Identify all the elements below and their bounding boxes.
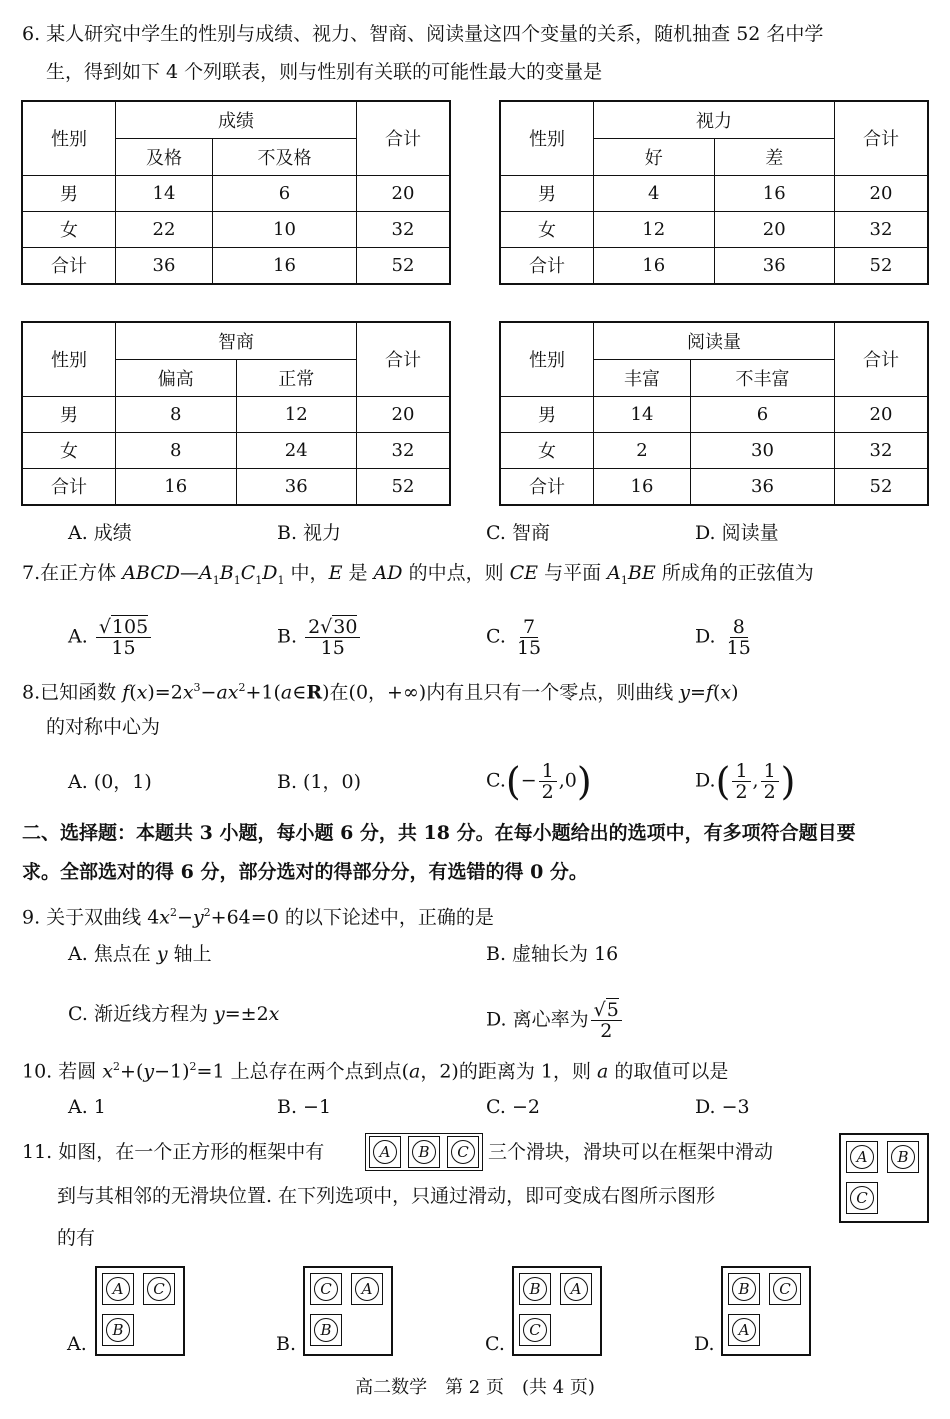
header-cat1: 好 [594, 138, 715, 175]
target-tile-c [846, 1182, 878, 1214]
q11-option-c-label[interactable]: C. [485, 1333, 505, 1355]
header-cat1: 及格 [116, 138, 213, 175]
q8-option-d[interactable]: D.( $\frac{1}{2}$ , $\frac{1}{2}$ ) [695, 759, 796, 804]
table-row [22, 211, 450, 247]
contingency-table-grades [21, 100, 451, 285]
header-gender: 性别 [22, 101, 116, 175]
cell: 合计 [22, 247, 116, 284]
cell: 10 [212, 211, 356, 247]
tile-a-icon: A [106, 1277, 130, 1301]
slider-b-icon: B [412, 1140, 436, 1164]
option-d-tile-1 [728, 1273, 760, 1305]
q9-option-c[interactable]: C. 渐近线方程为 y=±2x [68, 1003, 280, 1025]
cell: 合计 [500, 247, 594, 284]
q10-option-c[interactable]: C. −2 [486, 1096, 540, 1118]
option-b-tile-1 [310, 1273, 342, 1305]
header-total: 合计 [357, 322, 451, 396]
q8-option-a[interactable]: A. (0，1) [68, 771, 152, 793]
table-row [500, 247, 928, 284]
header-cat2: 不及格 [212, 138, 356, 175]
cell: 14 [116, 175, 213, 211]
cell: 32 [835, 432, 929, 468]
tile-b-icon: B [106, 1318, 130, 1342]
header-gender: 性别 [22, 322, 116, 396]
table-row [22, 468, 450, 505]
contingency-table-vision [499, 100, 929, 285]
cell: 22 [116, 211, 213, 247]
cell: 20 [835, 175, 929, 211]
tile-a-icon: A [564, 1277, 588, 1301]
header-variable: 成绩 [116, 101, 357, 138]
header-gender: 性别 [500, 101, 594, 175]
tile-c-icon: C [314, 1277, 338, 1301]
option-d-tile-3 [728, 1314, 760, 1346]
target-tile-a [846, 1141, 878, 1173]
cell: 16 [594, 468, 691, 505]
q6-stem-line2: 生，得到如下 4 个列联表，则与性别有关联的可能性最大的变量是 [46, 61, 603, 83]
cell: 16 [594, 247, 715, 284]
cell: 男 [22, 396, 116, 432]
q6-stem-line1: 6. 某人研究中学生的性别与成绩、视力、智商、阅读量这四个变量的关系，随机抽查 52 名中学 [22, 23, 824, 45]
tile-c-icon: C [523, 1318, 547, 1342]
section2-line2: 求。全部选对的得 6 分，部分选对的得部分分，有选错的得 0 分。 [22, 861, 588, 883]
cell: 8 [116, 432, 237, 468]
option-b-tile-3 [310, 1314, 342, 1346]
q8-stem-line1: 8.已知函数 $f(x)=2x^3-ax^2+1(a\in R)$在(0，+∞)内有且只有一个零点，则曲线 y=f(x) [22, 681, 739, 704]
cell: 36 [714, 247, 835, 284]
cell: 20 [714, 211, 835, 247]
q7-option-d[interactable]: D. $\frac{8}{15}$ [695, 616, 751, 659]
cell: 4 [594, 175, 715, 211]
cell: 女 [22, 432, 116, 468]
option-a-tile-2 [143, 1273, 175, 1305]
q7-option-b[interactable]: B. $\frac{2√30}{15}$ [277, 617, 362, 658]
cell: 16 [714, 175, 835, 211]
cell: 36 [236, 468, 357, 505]
cell: 36 [116, 247, 213, 284]
q6-option-d[interactable]: D. 阅读量 [695, 522, 779, 544]
q10-option-b[interactable]: B. −1 [277, 1096, 332, 1118]
header-total: 合计 [835, 322, 929, 396]
q11-stem-line1b: 三个滑块，滑块可以在框架中滑动 [488, 1141, 774, 1163]
option-b-tile-2 [351, 1273, 383, 1305]
q11-option-a-label[interactable]: A. [67, 1333, 87, 1355]
q7-stem: 7.在正方体 $ABCD—A_1B_1C_1D_1$ 中，E 是 AD 的中点，则 CE 与平面 $A_1BE$ 所成角的正弦值为 [22, 562, 814, 587]
tile-b-icon: B [314, 1318, 338, 1342]
tile-b-icon: B [732, 1277, 756, 1301]
cell: 20 [835, 396, 929, 432]
table-row [22, 247, 450, 284]
slider-a-icon: A [373, 1140, 397, 1164]
q8-stem-line2: 的对称中心为 [46, 716, 161, 738]
cell: 52 [835, 247, 929, 284]
header-cat2: 差 [714, 138, 835, 175]
tile-a-icon: A [355, 1277, 379, 1301]
option-a-tile-3 [102, 1314, 134, 1346]
q7-option-c[interactable]: C. $\frac{7}{15}$ [486, 616, 542, 659]
cell: 8 [116, 396, 237, 432]
option-c-tile-1 [519, 1273, 551, 1305]
header-total: 合计 [357, 101, 451, 175]
tile-a-icon: A [850, 1145, 874, 1169]
tile-c-icon: C [773, 1277, 797, 1301]
cell: 24 [236, 432, 357, 468]
q8-option-b[interactable]: B. (1，0) [277, 771, 362, 793]
header-variable: 智商 [116, 322, 357, 359]
cell: 女 [22, 211, 116, 247]
cell: 14 [594, 396, 691, 432]
slider-a-tile [369, 1136, 401, 1168]
cell: 女 [500, 432, 594, 468]
section2-line1: 二、选择题：本题共 3 小题，每小题 6 分，共 18 分。在每小题给出的选项中，有多项符合题目要 [22, 822, 856, 844]
cell: 36 [690, 468, 834, 505]
tile-c-icon: C [850, 1186, 874, 1210]
cell: 男 [500, 175, 594, 211]
option-c-tile-3 [519, 1314, 551, 1346]
table-row [500, 175, 928, 211]
q11-option-d-label[interactable]: D. [694, 1333, 715, 1355]
cell: 6 [690, 396, 834, 432]
cell: 32 [357, 432, 451, 468]
slider-c-icon: C [451, 1140, 475, 1164]
cell: 20 [357, 396, 451, 432]
header-cat1: 偏高 [116, 359, 237, 396]
tile-c-icon: C [147, 1277, 171, 1301]
cell: 合计 [22, 468, 116, 505]
table-row [500, 396, 928, 432]
option-c-tile-2 [560, 1273, 592, 1305]
q9-option-b[interactable]: B. 虚轴长为 16 [486, 943, 619, 965]
q8-option-c[interactable]: C.(− $\frac{1}{2}$ ,0) [486, 759, 592, 804]
cell: 女 [500, 211, 594, 247]
table-row [500, 468, 928, 505]
q6-option-a[interactable]: A. 成绩 [68, 522, 132, 544]
table-row [500, 432, 928, 468]
tile-b-icon: B [523, 1277, 547, 1301]
table-row [500, 211, 928, 247]
header-total: 合计 [835, 101, 929, 175]
cell: 52 [357, 468, 451, 505]
cell: 6 [212, 175, 356, 211]
q10-option-d[interactable]: D. −3 [695, 1096, 750, 1118]
cell: 20 [357, 175, 451, 211]
table-row [22, 175, 450, 211]
q10-stem: 10. 若圆 $x^2+(y-1)^2=1$ 上总存在两个点到点(a，2)的距离为 1，则 a 的取值可以是 [22, 1060, 729, 1083]
q7-option-a[interactable]: A. $\frac{√105}{15}$ [68, 617, 153, 658]
cell: 男 [22, 175, 116, 211]
table-row [22, 396, 450, 432]
cell: 30 [690, 432, 834, 468]
option-d-tile-2 [769, 1273, 801, 1305]
q11-option-b-label[interactable]: B. [276, 1333, 297, 1355]
cell: 2 [594, 432, 691, 468]
slider-b-tile [408, 1136, 440, 1168]
header-cat2: 正常 [236, 359, 357, 396]
q11-stem-line1: 11. 如图，在一个正方形的框架中有 [22, 1141, 325, 1163]
tile-a-icon: A [732, 1318, 756, 1342]
q9-option-d[interactable]: D. 离心率为 $\frac{√5}{2}$ [486, 1000, 624, 1041]
cell: 16 [212, 247, 356, 284]
cell: 52 [835, 468, 929, 505]
cell: 32 [357, 211, 451, 247]
cell: 男 [500, 396, 594, 432]
page-footer: 高二数学 第 2 页 (共 4 页) [355, 1377, 595, 1398]
q10-option-a[interactable]: A. 1 [68, 1096, 106, 1118]
q6-option-c[interactable]: C. 智商 [486, 522, 550, 544]
cell: 合计 [500, 468, 594, 505]
cell: 12 [236, 396, 357, 432]
header-cat1: 丰富 [594, 359, 691, 396]
target-tile-b [887, 1141, 919, 1173]
option-a-tile-1 [102, 1273, 134, 1305]
q9-stem: 9. 关于双曲线 $4x^2-y^2+64=0$ 的以下论述中，正确的是 [22, 906, 494, 929]
cell: 16 [116, 468, 237, 505]
tile-b-icon: B [891, 1145, 915, 1169]
cell: 12 [594, 211, 715, 247]
header-gender: 性别 [500, 322, 594, 396]
cell: 32 [835, 211, 929, 247]
q9-option-a[interactable]: A. 焦点在 y 轴上 [68, 943, 212, 965]
cell: 52 [357, 247, 451, 284]
q11-stem-line3: 的有 [57, 1227, 96, 1249]
header-cat2: 不丰富 [690, 359, 834, 396]
table-row [22, 432, 450, 468]
slider-c-tile [447, 1136, 479, 1168]
header-variable: 阅读量 [594, 322, 835, 359]
contingency-table-iq [21, 321, 451, 506]
header-variable: 视力 [594, 101, 835, 138]
q6-option-b[interactable]: B. 视力 [277, 522, 342, 544]
contingency-table-reading [499, 321, 929, 506]
q11-stem-line2: 到与其相邻的无滑块位置. 在下列选项中，只通过滑动，即可变成右图所示图形 [57, 1185, 716, 1207]
